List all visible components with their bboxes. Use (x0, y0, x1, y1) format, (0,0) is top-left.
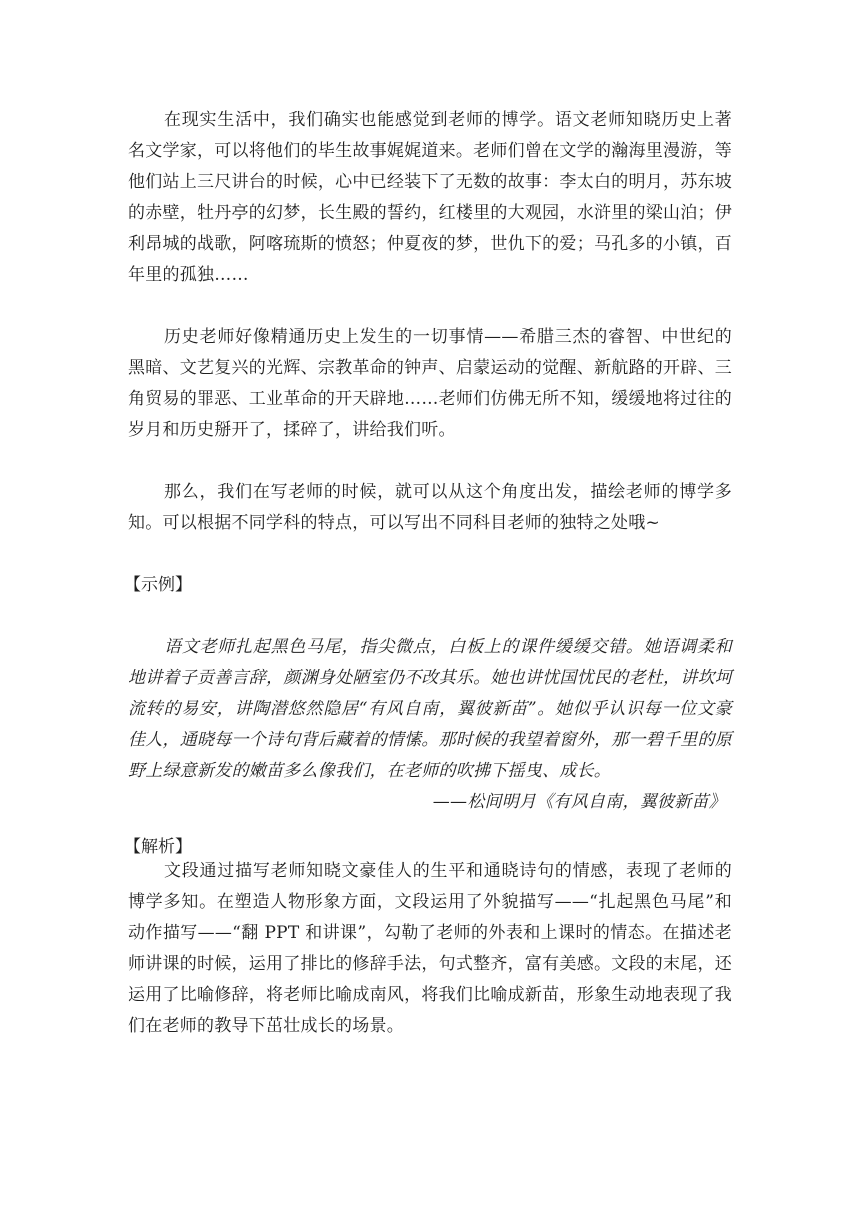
example-heading: 【示例】 (124, 575, 192, 595)
example-attribution: ——松间明月《有风自南，翼彼新苗》 (432, 792, 726, 812)
analysis-heading: 【解析】 (124, 837, 192, 857)
paragraph-writing-advice: 那么，我们在写老师的时候，就可以从这个角度出发，描绘老师的博学多知。可以根据不同学科的特点，可以写出不同科目老师的独特之处哦~ (128, 482, 732, 533)
paragraph-teacher-erudition: 在现实生活中，我们确实也能感觉到老师的博学。语文老师知晓历史上著名文学家，可以将他们的毕生故事娓娓道来。老师们曾在文学的瀚海里漫游，等他们站上三尺讲台的时候，心中已经装下了无数的故事：李太白的明月，苏东坡的赤壁，牡丹亭的幻梦，长生殿的誓约，红楼里的大观园，水浒里的梁山泊；伊利昂城的战歌，阿喀琉斯的愤怒；仲夏夜的梦，世仇下的爱；马孔多的小镇，百年里的孤独…… (128, 110, 732, 285)
paragraph-history-teacher: 历史老师好像精通历史上发生的一切事情——希腊三杰的睿智、中世纪的黑暗、文艺复兴的光辉、宗教革命的钟声、启蒙运动的觉醒、新航路的开辟、三角贸易的罪恶、工业革命的开天辟地……老师们仿佛无所不知，缓缓地将过往的岁月和历史掰开了，揉碎了，讲给我们听。 (128, 327, 732, 440)
example-text: 语文老师扎起黑色马尾，指尖微点，白板上的课件缓缓交错。她语调柔和地讲着子贡善言辞，颜渊身处陋室仍不改其乐。她也讲忧国忧民的老杜，讲坎坷流转的易安，讲陶潜悠然隐居“有风自南，翼彼新苗”。她似乎认识每一位文豪佳人，通晓每一个诗句背后藏着的情愫。那时候的我望着窗外，那一碧千里的原野上绿意新发的嫩苗多么像我们，在老师的吹拂下摇曳、成长。 (128, 637, 732, 781)
analysis-text: 文段通过描写老师知晓文豪佳人的生平和通晓诗句的情感，表现了老师的博学多知。在塑造人物形象方面，文段运用了外貌描写——“扎起黑色马尾”和动作描写——“翻 PPT 和讲课”，勾勒了老师的外表和上课时的情态。在描述老师讲课的时候，运用了排比的修辞手法，句式整齐，富有美感。文段的末尾，还运用了比喻修辞，将老师比喻成南风，将我们比喻成新苗，形象生动地表现了我们在老师的教导下茁壮成长的场景。 (128, 861, 732, 1036)
